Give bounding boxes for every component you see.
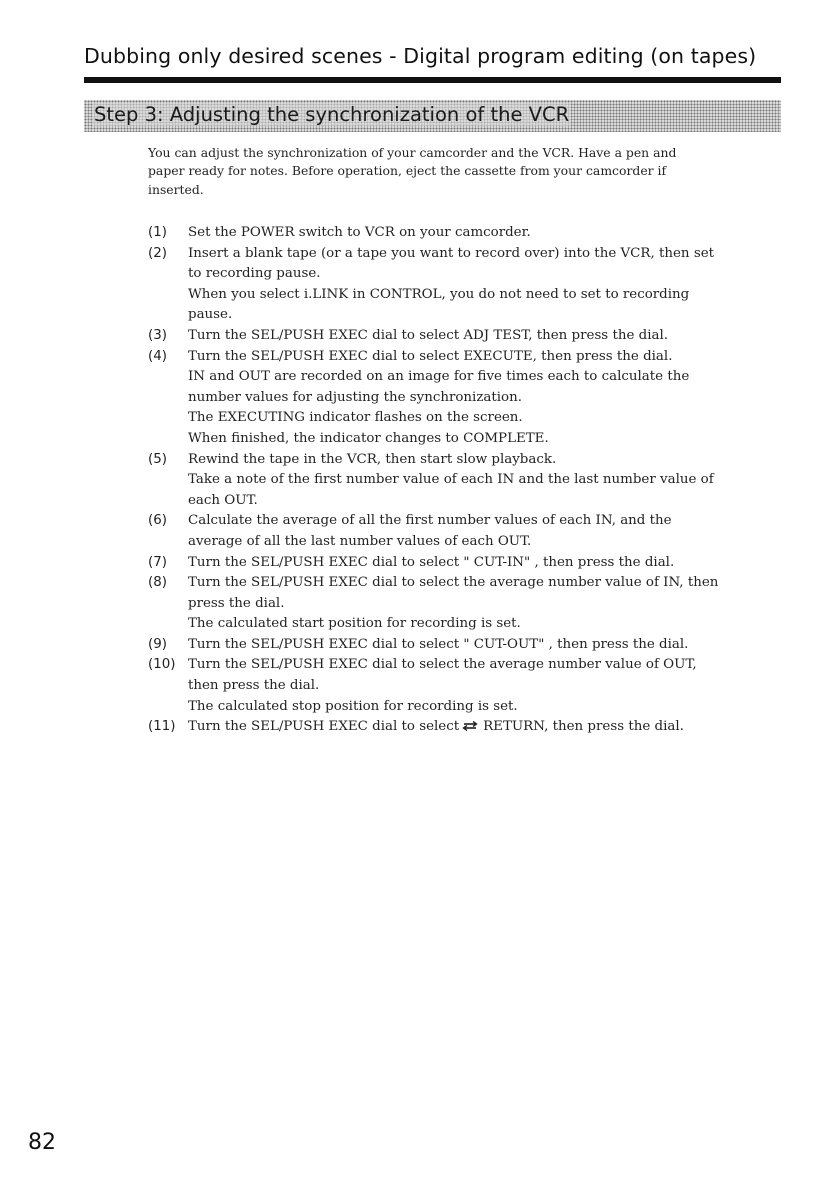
step-number: (3) [148,327,167,343]
step-number: (5) [148,451,167,467]
step-10 [148,655,778,717]
step-text: press the dial. [188,595,285,611]
step-text: average of all the last number values of each OUT. [188,533,532,549]
step-text [188,717,778,738]
step-text: The calculated start position for recording is set. [188,616,521,632]
return-arrow-icon [461,721,479,731]
step-9 [148,635,778,656]
step-text: Calculate the average of all the first number values of each IN, and the [188,513,672,529]
step-5 [148,450,778,512]
step-3 [148,326,778,347]
step-8 [148,573,778,635]
step-text: each OUT. [188,492,258,508]
step-text: Turn the SEL/PUSH EXEC dial to select the average number value of IN, then [188,575,719,591]
step-number: (11) [148,719,176,735]
step-11 [148,717,778,738]
step-text: then press the dial. [188,678,320,694]
step-text: Set the POWER switch to VCR on your camcorder. [188,225,531,240]
page-number: 82 [28,1130,56,1155]
step-number: (9) [148,636,167,652]
step-4 [148,347,778,450]
step-text-after-icon: RETURN, then press the dial. [483,719,684,735]
step-text: Turn the SEL/PUSH EXEC dial to select ADJ TEST, then press the dial. [188,327,669,343]
intro-line: paper ready for notes. Before operation, eject the cassette from your camcorder if [148,163,667,179]
step-text: Turn the SEL/PUSH EXEC dial to select " CUT-IN" , then press the dial. [188,554,675,570]
intro-line: inserted. [148,181,204,197]
step-number: (1) [148,225,167,240]
step-number: (4) [148,348,167,364]
step-text: pause. [188,307,233,323]
step-text: to recording pause. [188,266,321,282]
step-text: The calculated stop position for recording is set. [188,698,518,714]
step-number: (8) [148,575,167,591]
step-2 [148,244,778,326]
page-header-title: Dubbing only desired scenes - Digital program editing (on tapes) [84,44,757,68]
step-7 [148,553,778,574]
step-text: Turn the SEL/PUSH EXEC dial to select " CUT-OUT" , then press the dial. [188,636,689,652]
step-number: (7) [148,554,167,570]
step-text: The EXECUTING indicator flashes on the screen. [188,410,523,426]
step-text: number values for adjusting the synchronization. [188,389,522,405]
step-1 [148,223,778,244]
step-number: (10) [148,657,176,673]
step-text-before-icon: Turn the SEL/PUSH EXEC dial to select [188,719,460,735]
step-text: Take a note of the first number value of each IN and the last number value of [188,472,714,488]
step-text: When finished, the indicator changes to COMPLETE. [188,430,549,446]
step-text: Turn the SEL/PUSH EXEC dial to select the average number value of OUT, [188,657,697,673]
procedure-steps [148,223,778,738]
step-text: IN and OUT are recorded on an image for five times each to calculate the [188,369,690,385]
section-title: Step 3: Adjusting the synchronization of the VCR [94,103,570,126]
step-text: When you select i.LINK in CONTROL, you do not need to set to recording [188,286,690,302]
intro-paragraph [148,144,768,199]
intro-line: You can adjust the synchronization of your camcorder and the VCR. Have a pen and [148,145,677,160]
step-number: (2) [148,245,167,261]
header-rule [84,77,781,83]
section-banner [84,100,781,132]
step-number: (6) [148,513,167,529]
step-text: Insert a blank tape (or a tape you want to record over) into the VCR, then set [188,245,714,261]
step-text: Rewind the tape in the VCR, then start slow playback. [188,451,557,467]
step-text: Turn the SEL/PUSH EXEC dial to select EXECUTE, then press the dial. [188,348,673,364]
step-6 [148,511,778,552]
